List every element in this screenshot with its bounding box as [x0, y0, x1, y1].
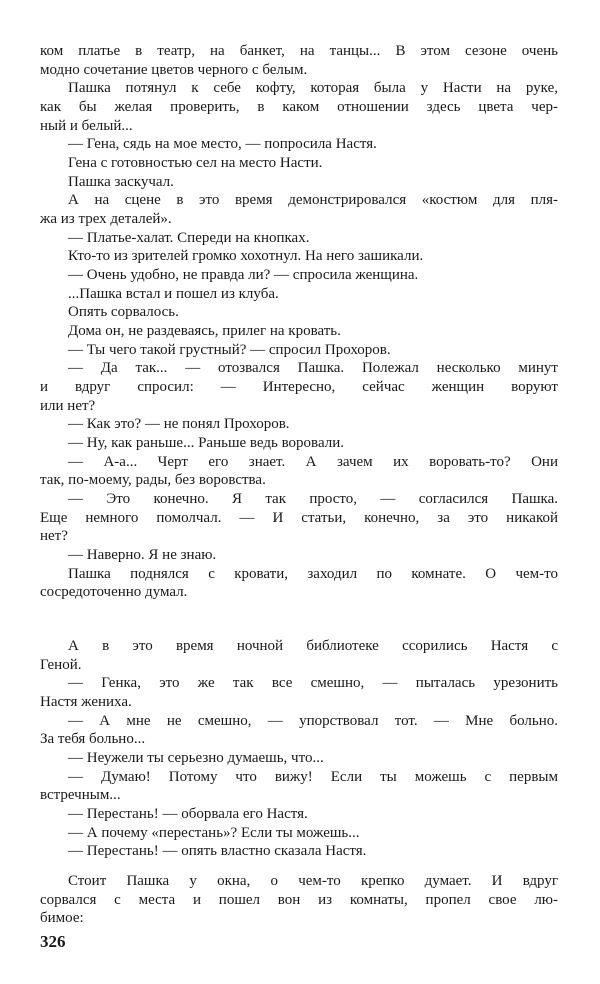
text-line: ный и белый... — [40, 118, 133, 134]
text-line: — Наверно. Я не знаю. — [68, 547, 217, 563]
text-line: — Очень удобно, не правда ли? — спросила женщина. — [68, 267, 419, 283]
text-line: Кто-то из зрителей громко хохотнул. На него зашикали. — [68, 248, 424, 264]
text-line: бимое: — [40, 910, 84, 926]
text-line: так, по-моему, рады, без воровства. — [40, 472, 266, 488]
text-line: сосредоточенно думал. — [40, 584, 188, 600]
text-line: А в это время ночной библиотеке ссорились Настя с — [68, 638, 558, 654]
text-line: — Неужели ты серьезно думаешь, что... — [68, 750, 324, 766]
text-line: — Это конечно. Я так просто, — согласился Пашка. — [68, 491, 558, 507]
text-line: — Генка, это же так все смешно, — пыталась урезонить — [68, 675, 558, 691]
text-line: Пашка заскучал. — [68, 174, 174, 190]
text-line: — Гена, сядь на мое место, — попросила Настя. — [68, 136, 377, 152]
text-line: Геной. — [40, 657, 82, 673]
page-number: 326 — [40, 932, 66, 951]
text-line: встречным... — [40, 787, 121, 803]
text-line: — Перестань! — опять властно сказала Настя. — [68, 843, 367, 859]
text-line: как бы желая проверить, в каком отношении здесь цвета чер- — [40, 99, 558, 115]
text-line: модно сочетание цветов черного с белым. — [40, 62, 308, 78]
text-line: — А мне не смешно, — упорствовал тот. — Мне больно. — [68, 713, 558, 729]
text-line: — А почему «перестань»? Если ты можешь... — [68, 825, 360, 841]
text-line: Пашка поднялся с кровати, заходил по комнате. О чем-то — [68, 566, 558, 582]
text-line: — А-а... Черт его знает. А зачем их воровать-то? Они — [68, 454, 558, 470]
text-line: — Перестань! — оборвала его Настя. — [68, 806, 308, 822]
text-line: сорвался с места и пошел вон из комнаты, пропел свое лю- — [40, 892, 558, 908]
text-line: нет? — [40, 528, 68, 544]
text-line: или нет? — [40, 398, 96, 414]
text-line: — Как это? — не понял Прохоров. — [68, 416, 290, 432]
text-line: А на сцене в это время демонстрировался «костюм для пля- — [68, 192, 558, 208]
text-line: За тебя больно... — [40, 731, 146, 747]
text-line: Стоит Пашка у окна, о чем-то крепко думает. И вдруг — [68, 873, 558, 889]
text-line: Гена с готовностью сел на место Насти. — [68, 155, 323, 171]
text-line: — Платье-халат. Спереди на кнопках. — [68, 230, 310, 246]
text-line: Пашка потянул к себе кофту, которая была у Насти на руке, — [68, 80, 558, 96]
text-line: и вдруг спросил: — Интересно, сейчас женщин воруют — [40, 379, 558, 395]
text-line: Настя жениха. — [40, 694, 132, 710]
text-line: Еще немного помолчал. — И статьи, конечно, за это никакой — [40, 510, 558, 526]
text-line: Дома он, не раздеваясь, прилег на кровать. — [68, 323, 341, 339]
text-line: — Думаю! Потому что вижу! Если ты можешь с первым — [68, 769, 558, 785]
text-line: — Ты чего такой грустный? — спросил Прохоров. — [68, 342, 391, 358]
text-line: — Да так... — отозвался Пашка. Полежал несколько минут — [68, 360, 558, 376]
text-line: Опять сорвалось. — [68, 304, 179, 320]
text-line: ...Пашка встал и пошел из клуба. — [68, 286, 279, 302]
text-line: жа из трех деталей». — [40, 211, 172, 227]
text-line: ком платье в театр, на банкет, на танцы... В этом сезоне очень — [40, 43, 558, 59]
text-line: — Ну, как раньше... Раньше ведь воровали. — [68, 435, 344, 451]
